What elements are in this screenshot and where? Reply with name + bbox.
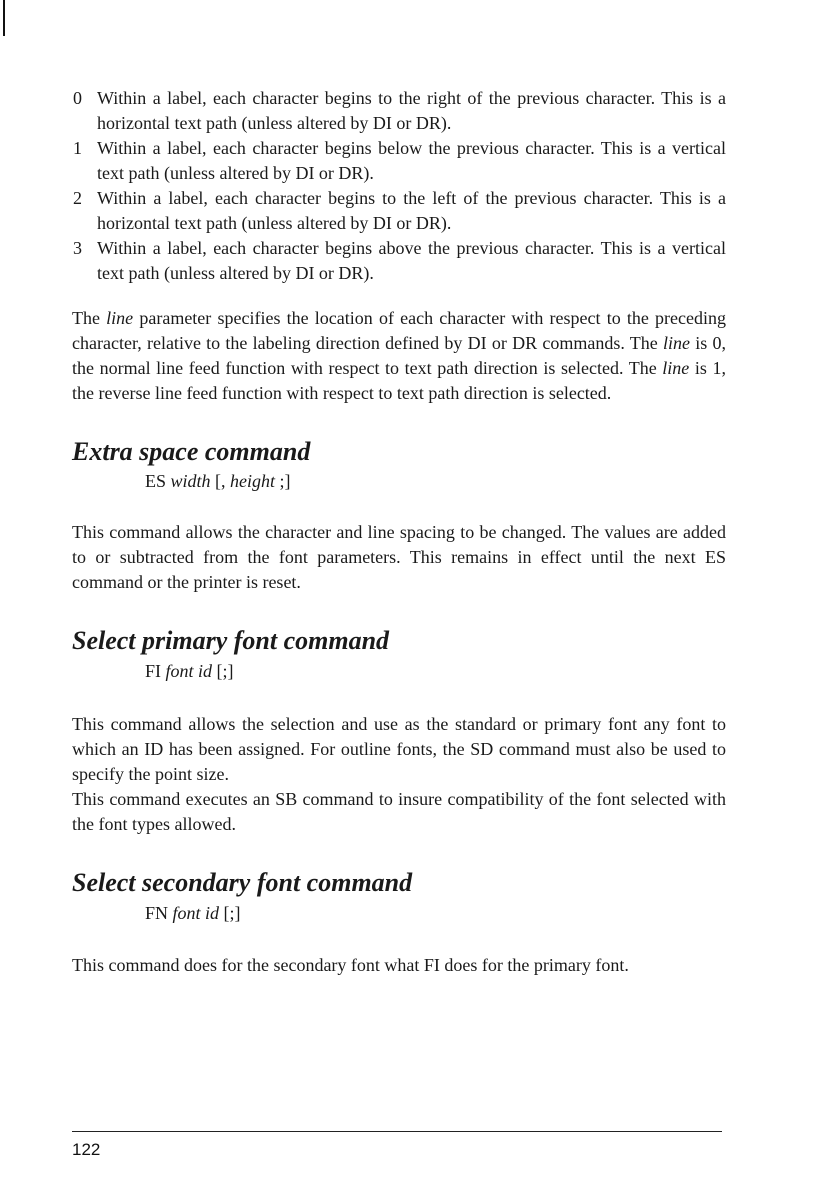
param-line-italic: line	[662, 333, 690, 353]
section-body-extra-space: This command allows the character and line spacing to be changed. The values are added to or subtracted from the font parameters. This remains in effect until the next ES command or the printer is reset.	[72, 522, 726, 592]
syntax-argument: width	[170, 471, 211, 491]
footer-divider	[72, 1131, 722, 1132]
syntax-separator: [,	[210, 471, 231, 491]
section-heading-secondary-font: Select secondary font command	[72, 868, 413, 897]
syntax-terminator: [;]	[219, 903, 241, 923]
section-body-primary-font	[72, 712, 726, 837]
command-syntax-fn	[145, 901, 726, 925]
syntax-terminator: ;]	[275, 471, 291, 491]
text-run: is 1, the reverse line feed function with respect to text path direction is selected.	[72, 358, 726, 403]
line-parameter-paragraph	[72, 306, 726, 406]
list-item	[72, 136, 726, 186]
param-line-italic: line	[106, 308, 134, 328]
list-text: Within a label, each character begins to the left of the previous character. This is a horizontal text path (unless altered by DI or DR).	[97, 188, 726, 233]
syntax-command: FN	[145, 903, 173, 923]
direction-list	[72, 86, 726, 286]
syntax-terminator: [;]	[212, 661, 234, 681]
section-body-secondary-font: This command does for the secondary font what FI does for the primary font.	[72, 955, 629, 975]
scan-edge-mark	[3, 0, 5, 36]
command-syntax-fi	[145, 659, 726, 683]
list-number: 0	[73, 88, 82, 108]
list-item	[72, 86, 726, 136]
page-content	[72, 86, 726, 978]
page-number: 122	[72, 1140, 101, 1159]
text-run: The	[72, 308, 107, 328]
section-heading-extra-space: Extra space command	[72, 437, 311, 466]
syntax-command: ES	[145, 471, 171, 491]
body-paragraph: This command executes an SB command to insure compatibility of the font selected with the font types allowed.	[72, 789, 726, 834]
list-text: Within a label, each character begins above the previous character. This is a vertical text path (unless altered by DI or DR).	[97, 238, 726, 283]
text-run: is 0, the normal line feed function with respect to text path direction is selected. The	[72, 333, 726, 378]
syntax-argument: height	[230, 471, 276, 491]
list-number: 2	[73, 188, 82, 208]
list-text: Within a label, each character begins to the right of the previous character. This is a horizontal text path (unless altered by DI or DR).	[97, 88, 726, 133]
list-item	[72, 186, 726, 236]
list-text: Within a label, each character begins below the previous character. This is a vertical text path (unless altered by DI or DR).	[97, 138, 726, 183]
list-number: 3	[73, 238, 82, 258]
section-heading-primary-font: Select primary font command	[72, 626, 390, 655]
list-item	[72, 236, 726, 286]
param-line-italic: line	[662, 358, 690, 378]
text-run: parameter specifies the location of each character with respect to the preceding character, relative to the labeling direction defined by DI or DR commands. The	[72, 308, 727, 353]
syntax-argument: font id	[172, 903, 220, 923]
command-syntax-es	[145, 469, 726, 493]
syntax-command: FI	[145, 661, 166, 681]
syntax-argument: font id	[165, 661, 213, 681]
body-paragraph: This command allows the selection and use as the standard or primary font any font to which an ID has been assigned. For outline fonts, the SD command must also be used to specify the point size.	[72, 714, 726, 784]
list-number: 1	[73, 138, 82, 158]
